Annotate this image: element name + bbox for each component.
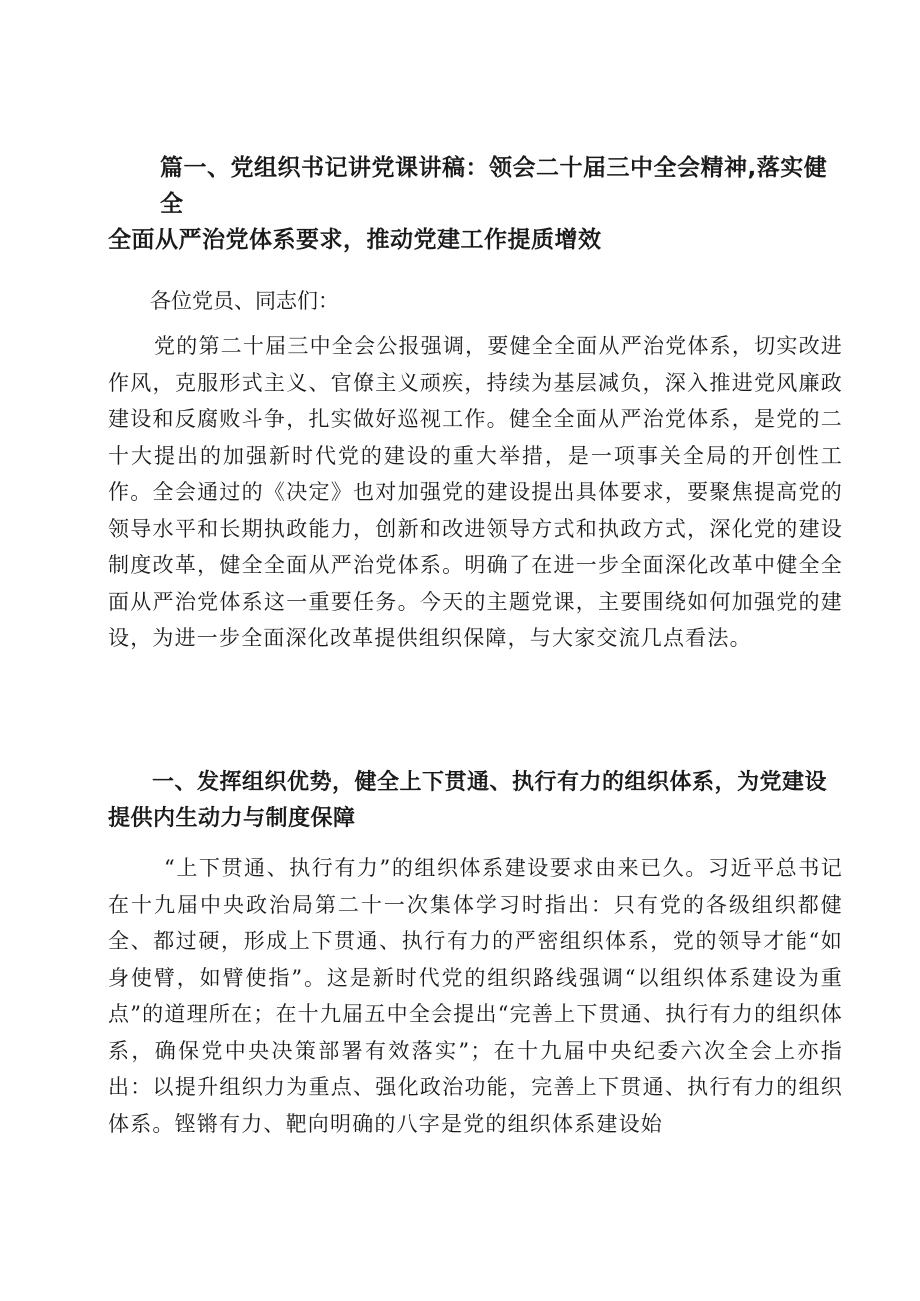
title-line-1: 篇一、党组织书记讲党课讲稿：领会二十届三中全会精神,落实健全 [160,155,828,217]
body-paragraph-1: 党的第二十届三中全会公报强调，要健全全面从严治党体系，切实改进作风，克服形式主义、官僚主义顽疾，持续为基层减负，深入推进党风廉政建设和反腐败斗争，扎实做好巡视工作。健全全面从严治党体系，是党的二十大提出的加强新时代党的建设的重大举措，是一项事关全局的开创性工作。全会通过的《决定》也对加强党的建设提出具体要求，要聚焦提高党的领导水平和长期执政能力，创新和改进领导方式和执政方式，深化党的建设制度改革，健全全面从严治党体系。明确了在进一步全面深化改革中健全全面从严治党体系这一重要任务。今天的主题党课，主要围绕如何加强党的建设，为进一步全面深化改革提供组织保障，与大家交流几点看法。 [108,334,843,650]
body-paragraph-2: “上下贯通、执行有力”的组织体系建设要求由来已久。习近平总书记在十九届中央政治局第二十一次集体学习时指出：只有党的各级组织都健全、都过硬，形成上下贯通、执行有力的严密组织体系，党的领导才能“如身使臂，如臂使指”。这是新时代党的组织路线强调“以组织体系建设为重点”的道理所在；在十九届五中全会提出“完善上下贯通、执行有力的组织体系，确保党中央决策部署有效落实”；在十九届中央纪委六次全会上亦指出：以提升组织力为重点、强化政治功能，完善上下贯通、执行有力的组织体系。铿锵有力、靶向明确的八字是党的组织体系建设始 [108,856,843,1136]
document-title [108,150,848,258]
salutation: 各位党员、同志们： [150,289,339,313]
title-line-2: 全面从严治党体系要求，推动党建工作提质增效 [108,227,602,253]
section-heading-1: 一、发挥组织优势，健全上下贯通、执行有力的组织体系，为党建设提供内生动力与制度保障 [108,770,828,831]
